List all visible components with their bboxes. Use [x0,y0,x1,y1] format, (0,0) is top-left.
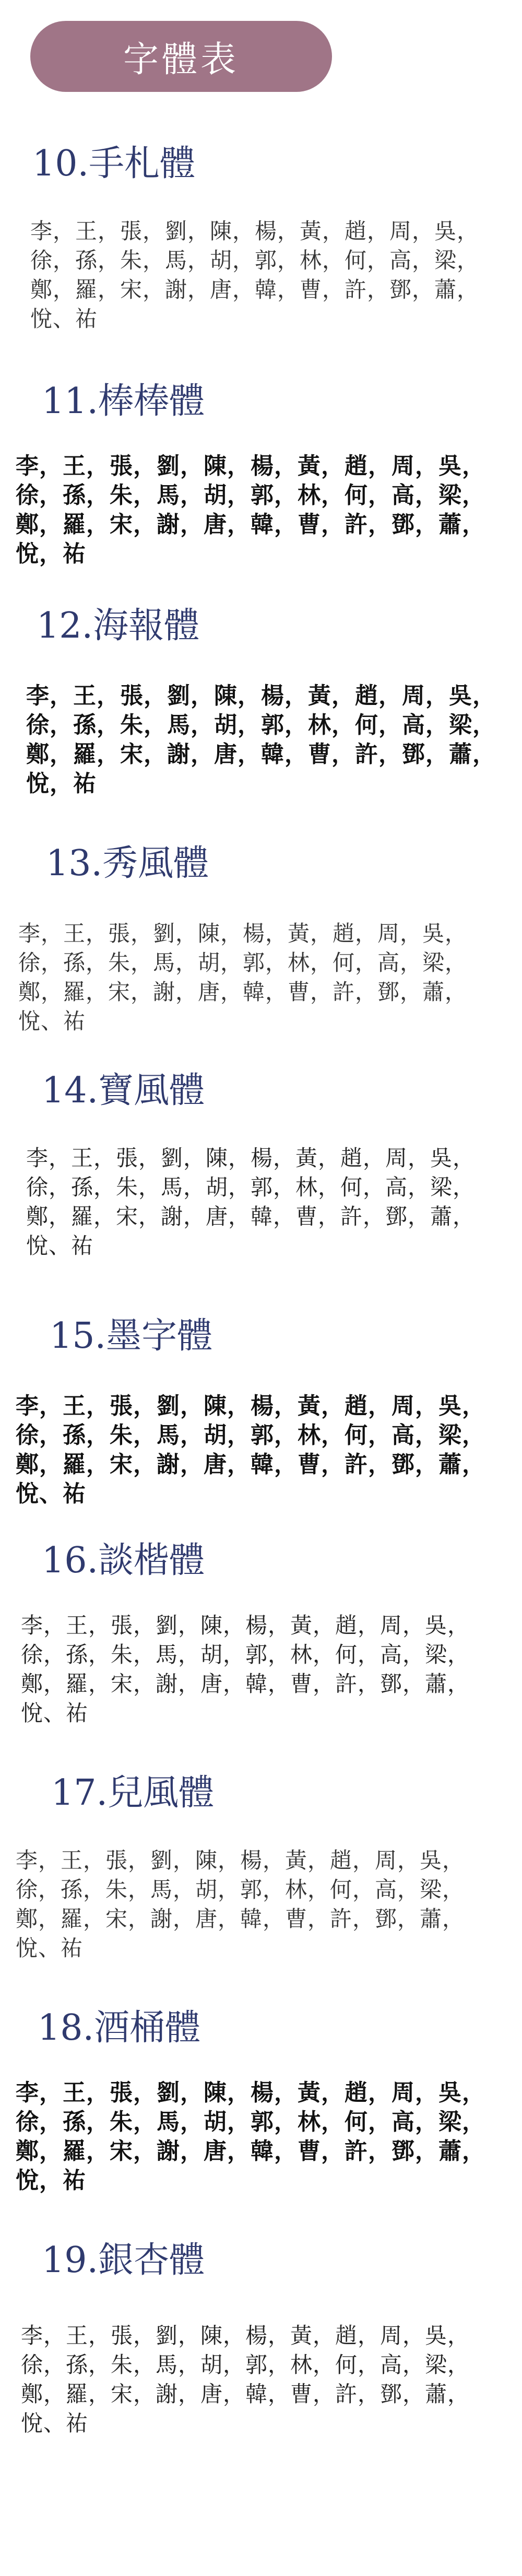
sample-line: 鄭，羅，宋，謝，唐，韓，曹，許，鄧，蕭， [16,1906,465,1932]
sample-line: 李，王，張，劉，陳，楊，黃，趙，周，吳， [21,1613,470,1638]
page-title: 字體表 [123,39,239,80]
sample-line: 悅、祐 [18,1008,86,1034]
section-title: 17.兒風體 [51,1772,215,1814]
sample-line: 鄭，羅，宋，謝，唐，韓，曹，許，鄧，蕭， [16,511,485,538]
sample-line: 李，王，張，劉，陳，楊，黃，趙，周，吳， [26,683,496,709]
sample-line: 徐，孫，朱，馬，胡，郭，林，何，高，梁， [16,1877,465,1902]
font-sample [16,1846,465,1963]
sample-line: 悅，祐 [16,540,86,567]
font-sample [16,2078,485,2195]
font-sample [18,919,467,1036]
font-sample [26,1144,475,1261]
sample-line: 徐，孫，朱，馬，胡，郭，林，何，高，梁， [21,1642,470,1667]
header-banner [30,21,332,92]
sample-line: 李，王，張，劉，陳，楊，黃，趙，周，吳， [16,453,485,479]
sample-line: 鄭，羅，宋，謝，唐，韓，曹，許，鄧，蕭， [16,1451,485,1478]
sample-line: 悅、祐 [30,306,98,332]
sample-line: 李，王，張，劉，陳，楊，黃，趙，周，吳， [21,2323,470,2348]
section-title: 12.海報體 [37,605,200,646]
sample-line: 鄭，羅，宋，謝，唐，韓，曹，許，鄧，蕭， [30,277,480,302]
font-sample [16,1392,485,1509]
font-sample [16,452,485,569]
sample-line: 徐，孫，朱，馬，胡，郭，林，何，高，梁， [16,2109,485,2135]
sample-line: 徐，孫，朱，馬，胡，郭，林，何，高，梁， [16,482,485,509]
sample-line: 徐，孫，朱，馬，胡，郭，林，何，高，梁， [26,712,496,738]
sample-line: 徐，孫，朱，馬，胡，郭，林，何，高，梁， [26,1174,476,1200]
sample-line: 李，王，張，劉，陳，楊，黃，趙，周，吳， [16,1848,465,1873]
section-title: 16.談楷體 [42,1540,205,1581]
section-title: 14.寶風體 [42,1070,205,1111]
sample-line: 鄭，羅，宋，謝，唐，韓，曹，許，鄧，蕭， [26,741,496,768]
font-sample [21,1611,470,1728]
section-title: 18.酒桶體 [38,2007,201,2049]
sample-line: 徐，孫，朱，馬，胡，郭，林，何，高，梁， [21,2352,470,2378]
sample-line: 悅、祐 [21,2410,89,2436]
sample-line: 鄭，羅，宋，謝，唐，韓，曹，許，鄧，蕭， [21,1671,470,1697]
section-title: 13.秀風體 [46,843,209,884]
sample-line: 鄭，羅，宋，謝，唐，韓，曹，許，鄧，蕭， [21,2381,470,2407]
section-title: 19.銀杏體 [42,2240,205,2281]
sample-line: 李，王，張，劉，陳，楊，黃，趙，周，吳， [16,2079,485,2106]
sample-line: 徐，孫，朱，馬，胡，郭，林，何，高，梁， [30,248,480,273]
font-sample [26,681,496,798]
sample-line: 李，王，張，劉，陳，楊，黃，趙，周，吳， [16,1393,485,1419]
sample-line: 李，王，張，劉，陳，楊，黃，趙，周，吳， [30,218,480,244]
sample-line: 悅、祐 [26,1233,94,1258]
sample-line: 徐，孫，朱，馬，胡，郭，林，何，高，梁， [16,1422,485,1449]
section-title: 15.墨字體 [50,1315,213,1357]
sample-line: 鄭，羅，宋，謝，唐，韓，曹，許，鄧，蕭， [16,2138,485,2165]
sample-line: 悅，祐 [26,770,97,797]
sample-line: 李，王，張，劉，陳，楊，黃，趙，周，吳， [26,1145,476,1171]
sample-line: 鄭，羅，宋，謝，唐，韓，曹，許，鄧，蕭， [18,979,468,1005]
sample-line: 悅，祐 [16,2167,86,2194]
sample-line: 悅、祐 [16,1935,84,1961]
font-sample [21,2321,470,2438]
sample-line: 李，王，張，劉，陳，楊，黃，趙，周，吳， [18,921,468,946]
sample-line: 徐，孫，朱，馬，胡，郭，林，何，高，梁， [18,950,468,975]
font-sample [30,217,479,334]
section-title: 11.棒棒體 [42,381,205,422]
sample-line: 鄭，羅，宋，謝，唐，韓，曹，許，鄧，蕭， [26,1204,476,1229]
sample-line: 悅、祐 [21,1700,89,1726]
sample-line: 悅、祐 [16,1480,86,1507]
section-title: 10.手札體 [32,143,196,184]
